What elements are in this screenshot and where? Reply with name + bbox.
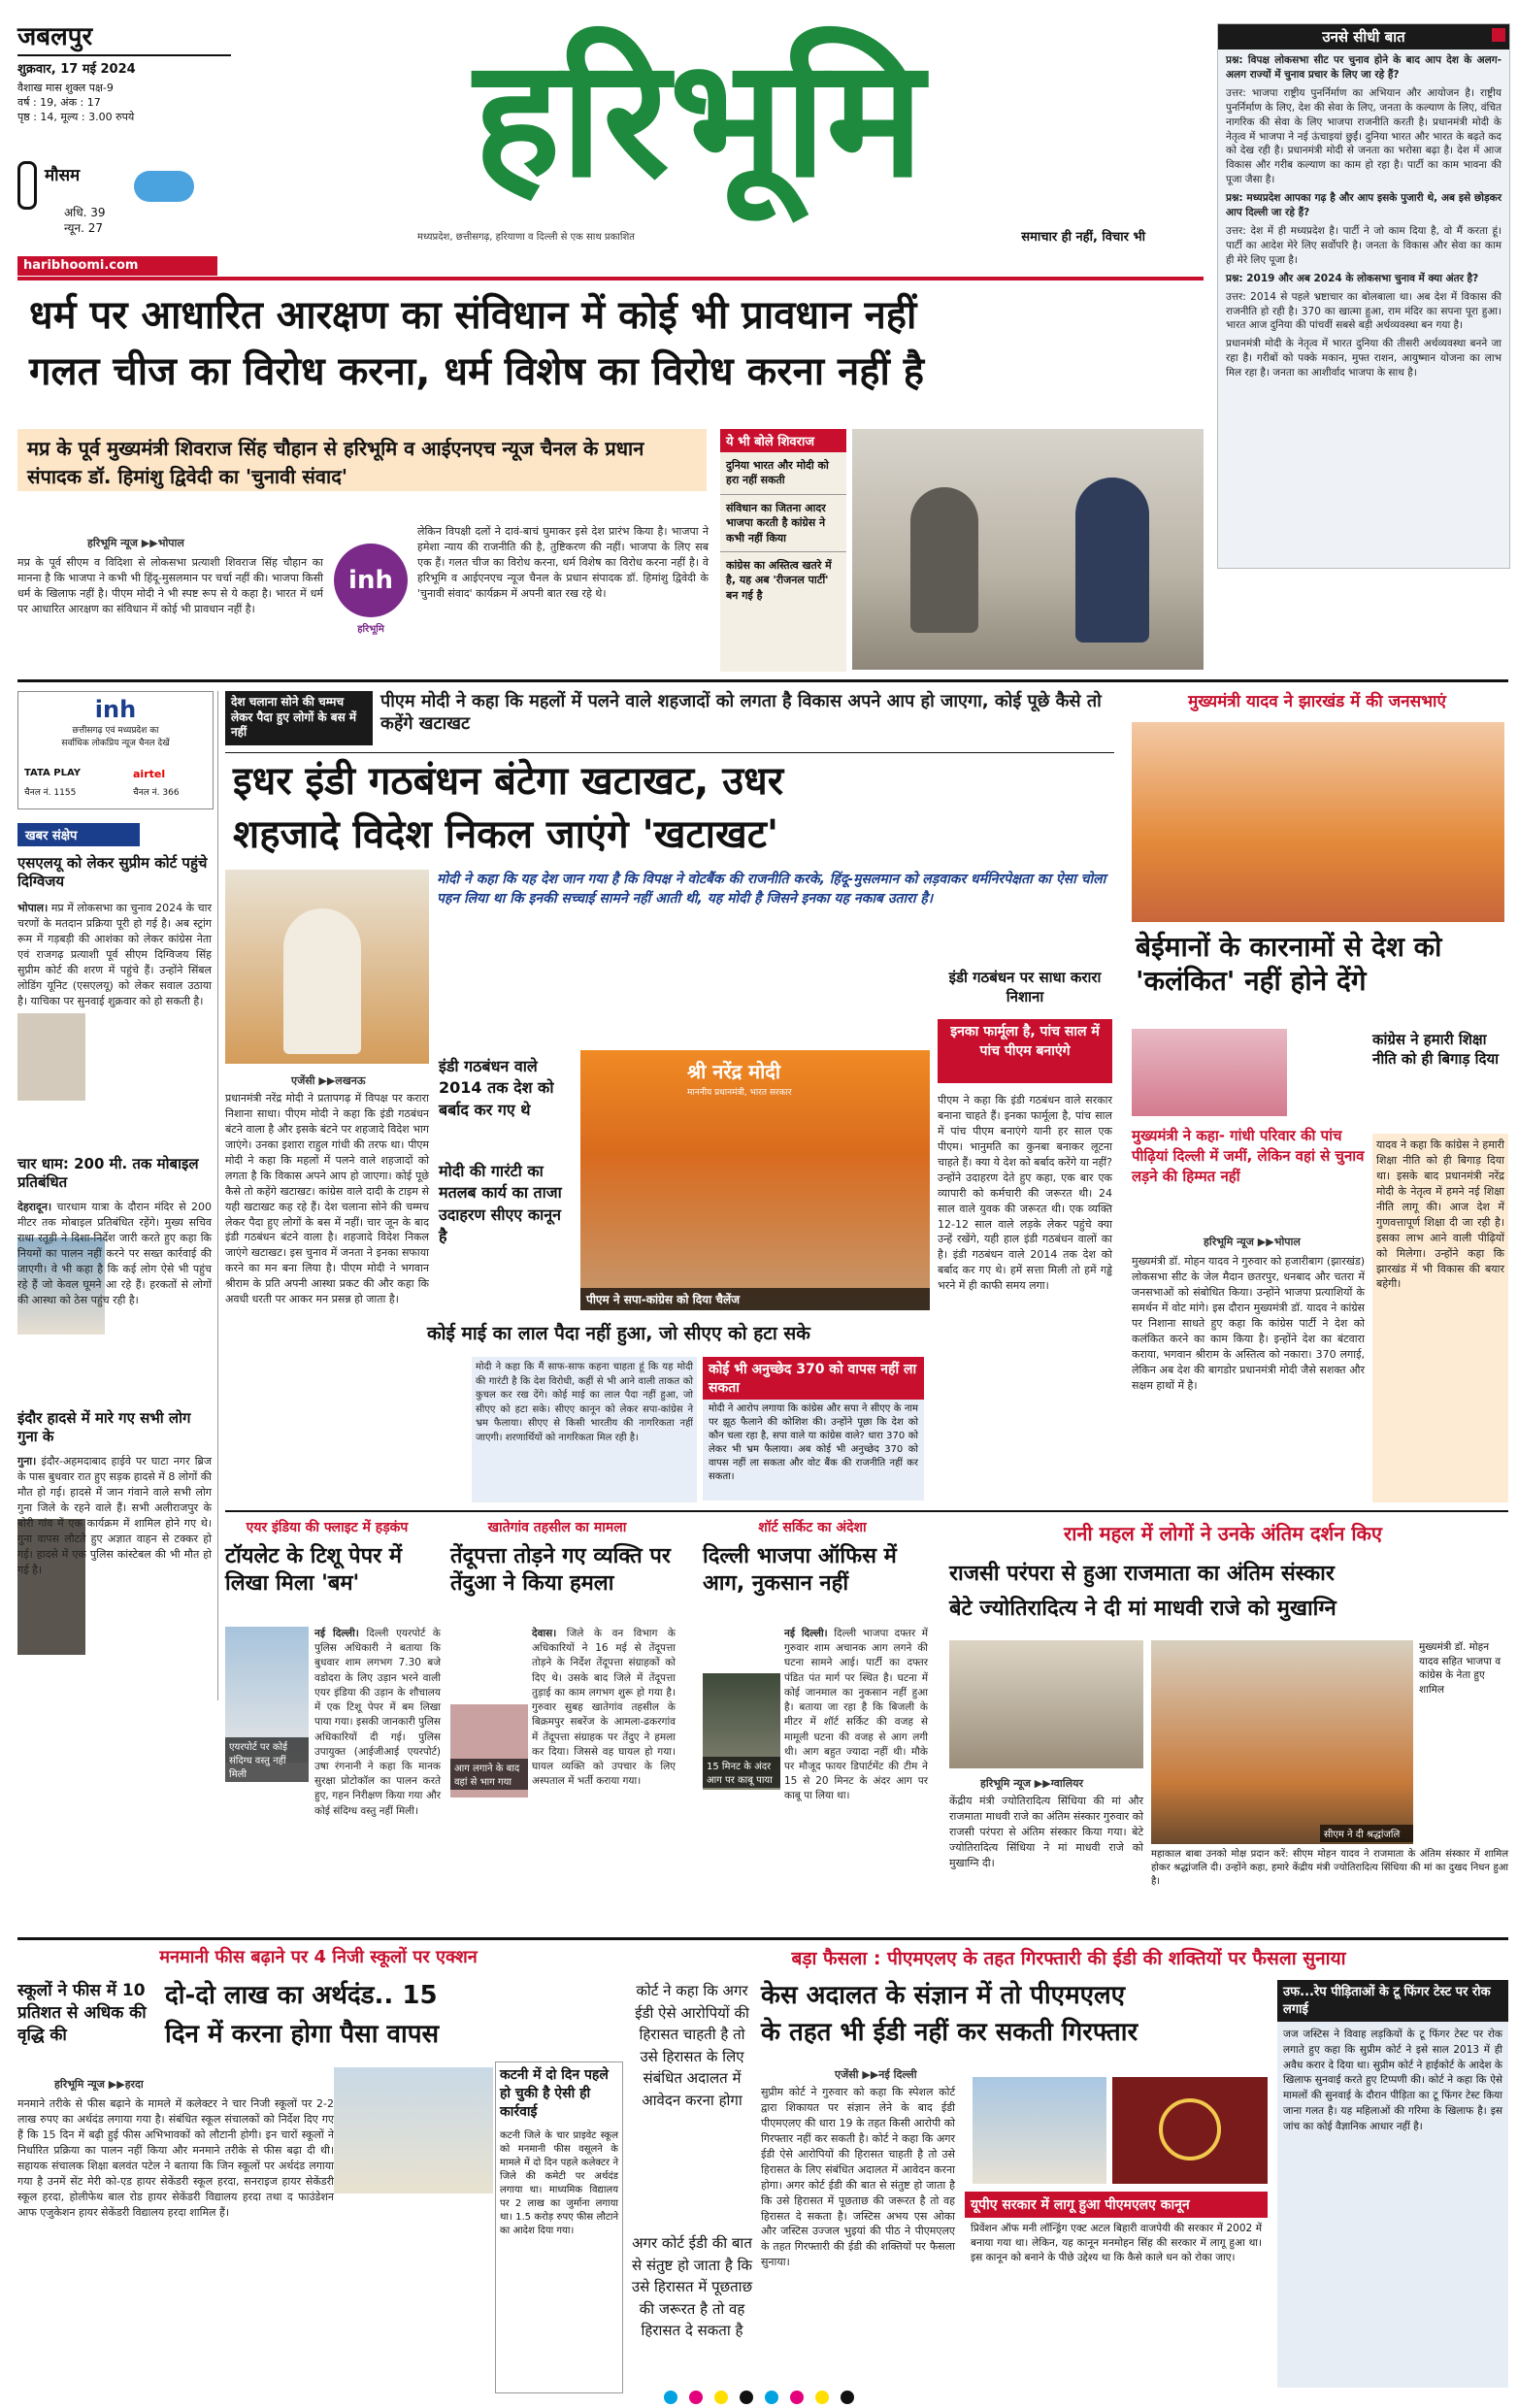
qa-item: उत्तर: देश में ही मध्यप्रदेश है। पार्टी ने जो काम दिया है, वो मैं करता हूं। पार्टी का आदेश मेरे लिए सर्वोपरि है। जनता के विकास और सेवा का काम ही मेरे लिए पूजा है। bbox=[1226, 224, 1502, 266]
photo-banner: श्री नरेंद्र मोदी bbox=[687, 1060, 781, 1083]
inh-ad-line: छत्तीसगढ़ एवं मध्यप्रदेश का bbox=[72, 726, 159, 736]
caa-line-text: कोई माई का लाल पैदा नहीं हुआ, जो सीएए को हटा सके bbox=[427, 1323, 810, 1344]
modi-byline: एजेंसी ▶▶लखनऊ bbox=[291, 1074, 366, 1087]
airtel-label: airtel bbox=[133, 768, 166, 780]
year-issue: वर्ष : 19, अंक : 17 bbox=[17, 95, 101, 109]
close-icon bbox=[1492, 28, 1505, 42]
photo-caption: पीएम ने सपा-कांग्रेस को दिया चैलेंज bbox=[580, 1288, 930, 1310]
inh-ad-line: सर्वाधिक लोकप्रिय न्यूज चैनल देखें bbox=[61, 739, 170, 748]
yadav-rally-photo bbox=[1132, 722, 1504, 922]
school-body: मनमाने तरीके से फीस बढ़ाने के मामले में कलेक्टर ने चार निजी स्कूलों पर 2-2 लाख रुपए का अर्थदंड लगाया गया है। संबंधित स्कूल संचालकों को निर्देश दिए गए हैं कि 15 दिन में बढ़ी हुई फीस अभिभावकों को लौटानी होगी। इन चारों स्कूलों ने निर्धारित प्रक्रिया का पालन नहीं किया और मनमाने तरीके से फीस बढ़ा दी थी। सहायक संचालक शिक्षा बलवंत पटेल ने बताया कि जिन स्कूलों पर अर्थदंड लगाया गया है उनमें सेंट मेरी को-एड हायर सेकेंडरी स्कूल हरदा, सनराइज हायर सेकेंडरी स्कूल हरदा, होलीफेथ बाल रोड हायर सेकेंडरी विद्यालय हरदा तथा द फाउंडेशन आफ एजुकेशन हायर सेकेंडरी विद्यालय हरदा शामिल हैं। bbox=[17, 2097, 334, 2219]
temp-min: न्यून. 27 bbox=[64, 221, 104, 235]
registration-dot bbox=[765, 2391, 778, 2404]
rani-body: केंद्रीय मंत्री ज्योतिरादित्य सिंधिया की मां और राजमाता माधवी राजे का अंतिम संस्कार गुरुवार को राजसी परंपरा से अंतिम संस्कार किया गया। बेटे ज्योतिरादित्य सिंधिया ने मां माधवी राजे को मुखाग्नि दी। bbox=[949, 1795, 1143, 1869]
story-dateline: नई दिल्ली। bbox=[784, 1628, 828, 1639]
caa-line bbox=[427, 1320, 928, 1345]
lead-subhead: मप्र के पूर्व मुख्यमंत्री शिवराज सिंह चौहान से हरिभूमि व आईएनएच न्यूज चैनल के प्रधान संपादक डॉ. हिमांशु द्विवेदी का 'चुनावी संवाद' bbox=[17, 429, 707, 491]
person-silhouette bbox=[910, 487, 978, 633]
ed-pull-1: कोर्ट ने कहा कि अगर ईडी ऐसे आरोपियों की हिरासत चाहती है तो उसे हिरासत के लिए संबंधित अदालत में आवेदन करना होगा bbox=[635, 1982, 749, 2109]
thermometer-icon bbox=[17, 161, 37, 210]
section-rule bbox=[17, 679, 1508, 682]
lead-headline-1: धर्म पर आधारित आरक्षण का संविधान में कोई भी प्रावधान नहीं bbox=[29, 293, 917, 338]
yadav-side-body: यादव ने कहा कि कांग्रेस ने हमारी शिक्षा नीति को ही बिगाड़ दिया था। इसके बाद प्रधानमंत्री नरेंद्र मोदी के नेतृत्व में हमने नई शिक्षा नीति लागू की। आज देश में गुणवत्तापूर्ण शिक्षा दी जा रही है। इसका लाभ आने वाली पीढ़ियों को मिलेगा। उन्होंने कहा कि झारखंड में भी विकास की बयार बहेगी। bbox=[1372, 1134, 1508, 1502]
twofinger-title: उफ...रेप पीड़िताओं के टू फिंगर टेस्ट पर रोक लगाई bbox=[1277, 1980, 1508, 2022]
yadav-byline: हरिभूमि न्यूज ▶▶भोपाल bbox=[1204, 1236, 1301, 1248]
ed-body: सुप्रीम कोर्ट ने गुरुवार को कहा कि स्पेशल कोर्ट द्वारा शिकायत पर संज्ञान लेने के बाद ईडी पीएमएलए की धारा 19 के तहत किसी आरोपी को गिरफ्तार नहीं कर सकती है। कोर्ट ने कहा कि अगर ईडी ऐसे आरोपियों की हिरासत चाहती है तो उसे हिरासत के लिए संबंधित अदालत में आवेदन करना होगा। अगर कोर्ट ईडी की बात से संतुष्ट हो जाता है कि उसे हिरासत में पूछताछ की जरूरत है तो वह हिरासत दे सकता है। जस्टिस अभय एस ओका और जस्टिस उज्जल भुइयां की पीठ ने पीएमएलए के तहत गिरफ्तारी की ईडी की शक्तियों पर फैसला सुनाया। bbox=[761, 2086, 955, 2269]
indi-side-head: इंडी गठबंधन पर साधा करारा निशाना bbox=[948, 969, 1102, 1006]
photo-caption: सीएम ने दी श्रद्धांजलि bbox=[1320, 1825, 1413, 1842]
yadav-side-head: कांग्रेस ने हमारी शिक्षा नीति को ही बिगाड़ दिया bbox=[1372, 1031, 1500, 1068]
ed-ribbon bbox=[965, 2192, 1268, 2386]
modi-body: प्रधानमंत्री नरेंद्र मोदी ने प्रतापगढ़ में विपक्ष पर करारा निशाना साधा। पीएम मोदी ने कहा कि इंडी गठबंधन बंटने वाला है और इसके बंटने पर शहजादे विदेश भाग जाएंगे। उनका इशारा राहुल गांधी की तरफ था। पीएम मोदी ने कहा कि महलों में पलने वाले शहजादों को लगता है कि विकास अपने आप हो जाएगा। कोई पूछे कैसे तो कहेंगे खटाखट। कांग्रेस वाले दादी के टाइम से यही खटाखट कह रहे हैं। देश चलाना सोने की चम्मच लेकर पैदा हुए लोगों के बस में नहीं। चार जून के बाद इंडी गठबंधन बंटने वाला है। शहजादे विदेश निकल जाएंगे खटाखट। इस चुनाव में जनता ने इनका सफाया करने का मन बना लिया है। पीएम मोदी ने भगवान श्रीराम के प्रति अपनी आस्था प्रकट की और कहा कि अवधी धरती पर आकर मन प्रसन्न हो जाता है। bbox=[225, 1092, 429, 1306]
shivraj-quotes bbox=[720, 429, 846, 672]
photo-caption: आग लगाने के बाद वहां से भाग गया bbox=[450, 1759, 528, 1790]
supreme-court-photo bbox=[973, 2077, 1106, 2184]
registration-dot bbox=[790, 2391, 804, 2404]
person-silhouette bbox=[283, 908, 361, 1054]
story-body bbox=[532, 1627, 676, 1798]
procession-photo bbox=[949, 1640, 1143, 1768]
website-bar[interactable]: haribhoomi.com bbox=[17, 256, 217, 276]
modi-kicker: पीएम मोदी ने कहा कि महलों में पलने वाले शहजादों को लगता है विकास अपने आप हो जाएगा, कोई पूछे कैसे तो कहेंगे खटाखट bbox=[380, 691, 1102, 734]
brief-dateline: गुना। bbox=[17, 1455, 37, 1468]
ed-ribbon-title: यूपीए सरकार में लागू हुआ पीएमएलए कानून bbox=[965, 2192, 1268, 2218]
masthead-rule bbox=[17, 277, 1204, 280]
school-photo bbox=[334, 2067, 493, 2194]
masthead-info bbox=[17, 23, 231, 124]
newspaper-logo: हरिभूमि bbox=[474, 23, 924, 214]
school-kicker: मनमानी फीस बढ़ाने पर 4 निजी स्कूलों पर एक्शन bbox=[159, 1947, 478, 1967]
registration-dot bbox=[664, 2391, 677, 2404]
rani-bottom-note: महाकाल बाबा उनको मोक्ष प्रदान करें: सीएम मोहन यादव ने राजमाता के अंतिम संस्कार में शामिल होकर श्रद्धांजलि दी। उन्होंने कहा, हमारे केंद्रीय मंत्री ज्योतिरादित्य सिंधिया की मां का दुखद निधन हुआ है। bbox=[1151, 1849, 1508, 1887]
tataplay-label: TATA PLAY bbox=[24, 768, 81, 778]
registration-dot bbox=[714, 2391, 728, 2404]
story-body bbox=[314, 1627, 441, 1817]
art370-title: कोई भी अनुच्छेद 370 को वापस नहीं ला सकता bbox=[703, 1357, 924, 1400]
pages-price: पृष्ठ : 14, मूल्य : 3.00 रुपये bbox=[17, 110, 135, 123]
ed-byline: एजेंसी ▶▶नई दिल्ली bbox=[835, 2068, 917, 2081]
inh-channel-ad[interactable] bbox=[17, 691, 214, 809]
photo-banner-sub: माननीय प्रधानमंत्री, भारत सरकार bbox=[687, 1088, 792, 1098]
indi-side-body: पीएम ने कहा कि इंडी गठबंधन वाले सरकार बनाना चाहते हैं। इनका फार्मूला है, पांच साल में पांच पीएम बनाएंगे यानी हर साल एक पीएम। भानुमति का कुनबा बनाकर लूटना चाहते हैं। क्या ये देश को बर्बाद करेंगे या नहीं? उन्होंने उदाहरण देते हुए कहा, एक बार एक व्यापारी को कर्मचारी की जरूरत थी। 24 साल वाले युवक की जरूरत थी। एक व्यक्ति 12-12 साल वाले लड़के लेकर पहुंचे क्या उन्हें रखेंगे, यही हाल इंडी गठबंधन वालों का है। इंडी गठबंधन वाले 2014 तक देश को बर्बाद कर गए थे। हमें सत्ता मिली तो हमें गड्ढे भरने में ही काफी समय लगा। bbox=[938, 1094, 1112, 1293]
brief-text: चारधाम यात्रा के दौरान मंदिर से 200 मीटर तक मोबाइल प्रतिबंधित रहेंगे। मुख्य सचिव राधा रतूड़ी ने दिशा-निर्देश जारी करते हुए कहा कि नियमों का पालन नहीं करने पर सख्त कार्रवाई की जाएगी। वे भी कहा है कि कई लोग ऐसे भी पहुंच रहे हैं जो केवल घूमने आ रहे हैं। हरकतों से लोगों की आस्था को ठेस पहुंच रही है। bbox=[17, 1201, 212, 1306]
qa-item: प्रश्न: मध्यप्रदेश आपका गढ़ है और आप इसके पुजारी थे, अब इसे छोड़कर आप दिल्ली जा रहे हैं? bbox=[1226, 192, 1502, 219]
story-text: दिल्ली भाजपा दफ्तर में गुरुवार शाम अचानक आग लगने की घटना सामने आई। पार्टी का दफ्तर पंडित पंत मार्ग पर स्थित है। घटना में कोई जानमाल का नुकसान नहीं हुआ है। बताया जा रहा है कि बिजली के मीटर में शॉर्ट सर्किट की वजह से मामूली घटना की वजह से आग लगी थी। आग बहुत ज्यादा नहीं थी। मौके पर मौजूद फायर डिपार्टमेंट की टीम ने 15 से 20 मिनट के अंदर आग पर काबू पा लिया था। bbox=[784, 1628, 928, 1802]
rani-side-note: मुख्यमंत्री डॉ. मोहन यादव सहित भाजपा व कांग्रेस के नेता हुए शामिल bbox=[1419, 1641, 1502, 1697]
brief-dateline: भोपाल। bbox=[17, 902, 49, 914]
story-headline: दिल्ली भाजपा ऑफिस में आग, नुकसान नहीं bbox=[703, 1544, 897, 1596]
ed-emblem-photo bbox=[1112, 2077, 1268, 2184]
school-headline-1: दो-दो लाख का अर्थदंड.. 15 bbox=[165, 1981, 438, 2010]
story-kicker: शॉर्ट सर्किट का अंदेशा bbox=[758, 1520, 867, 1535]
registration-marks bbox=[0, 2390, 1518, 2405]
brief-text: इंदौर-अहमदाबाद हाईवे पर घाटा नगर ब्रिज के पास बुधवार रात हुए सड़क हादसे में 8 लोगों की मौत हो गई। हादसे में जान गंवाने वाले सभी लोग गुना जिले के रहने वाले हैं। सभी अलीराजपुर के बोरी गांव में एक कार्यक्रम में शामिल होने गए थे। गुना वापस लौटते हुए अज्ञात वाहन से टक्कर हो गई। हादसे में एक पुलिस कांस्टेबल की भी मौत हो गई है। bbox=[17, 1455, 212, 1576]
brief-title: चार धाम: 200 मी. तक मोबाइल प्रतिबंधित bbox=[17, 1155, 199, 1191]
rani-kicker: रानी महल में लोगों ने उनके अंतिम दर्शन किए bbox=[1064, 1522, 1382, 1545]
story-body bbox=[784, 1627, 928, 1802]
katni-box-title: कटनी में दो दिन पहले हो चुकी है ऐसी ही कार्रवाई bbox=[500, 2067, 609, 2120]
qa-item: उत्तर: 2014 से पहले भ्रष्टाचार का बोलबाला था। अब देश में विकास की राजनीति हो रही है। 370 का खात्मा हुआ, राम मंदिर का सपना पूरा हुआ। भारत आज दुनिया की पांचवीं सबसे बड़ी अर्थव्यवस्था बन गया है। bbox=[1226, 290, 1502, 332]
yadav-sub: मुख्यमंत्री ने कहा- गांधी परिवार की पांच पीढ़ियां दिल्ली में जमीं, लेकिन वहां से चुनाव लड़ने की हिम्मत नहीं bbox=[1132, 1127, 1365, 1185]
modi-speech-photo bbox=[225, 870, 429, 1064]
story-text: जिले के वन विभाग के अधिकारियों ने 16 मई से तेंदूपत्ता तोड़ने के निर्देश तेंदूपत्ता संग्राहकों को दिए थे। उसके बाद जिले में तेंदूपत्ता तुड़ाई का काम लगभग शुरू हो गया है। गुरुवार सुबह खातेगांव तहसील के बिक्रमपुर सबरेंज के आमला-ढकरगांव में तेंदूपत्ता संग्राहक पर तेंदुए ने हमला कर दिया। जिससे वह घायल हो गया। घायल व्यक्ति को उपचार के लिए अस्पताल में भर्ती कराया गया। bbox=[532, 1628, 676, 1788]
weather-box bbox=[17, 161, 212, 239]
qa-sidebar bbox=[1217, 23, 1510, 569]
qa-title: उनसे सीधी बात bbox=[1218, 24, 1509, 49]
quotes-title: ये भी बोले शिवराज bbox=[720, 429, 846, 452]
modi-pull-1: इंडी गठबंधन वाले 2014 तक देश को बर्बाद कर गए थे bbox=[439, 1057, 554, 1119]
ed-kicker: बड़ा फैसला : पीएमएलए के तहत गिरफ्तारी की ईडी की शक्तियों पर फैसला सुनाया bbox=[791, 1948, 1346, 1969]
month-line: वैशाख मास शुक्ल पक्ष-9 bbox=[17, 81, 114, 94]
qa-item: प्रधानमंत्री मोदी के नेतृत्व में भारत दुनिया की तीसरी अर्थव्यवस्था बनने जा रहा है। गरीबों को पक्के मकान, मुफ्त राशन, आयुष्मान योजना का लाभ मिल रहा है। जनता का आशीर्वाद भाजपा के साथ है। bbox=[1226, 338, 1502, 379]
brief-text: मप्र में लोकसभा का चुनाव 2024 के चार चरणों के मतदान प्रक्रिया पूरी हो गई है। अब स्ट्रांग रूम में गड़बड़ी की आशंका को लेकर कांग्रेस नेता एवं राजगढ़ प्रत्याशी पूर्व सीएम दिग्विजय सिंह सुप्रीम कोर्ट की शरण में पहुंचे हैं। उन्होंने सिंबल लोडिंग यूनिट (एसएलयू) को लेकर सवाल उठाया है। याचिका पर सुनवाई शुक्रवार को हो सकती है। bbox=[17, 902, 212, 1007]
brief-body bbox=[17, 1200, 212, 1390]
story-text: दिल्ली एयरपोर्ट के पुलिस अधिकारी ने बताया कि बुधवार शाम लगभग 7.30 बजे वडोदरा के लिए उड़ान भरने वाली एयर इंडिया की उड़ान के शौचालय में एक टिशू पेपर में बम लिखा पाया गया। इसकी जानकारी पुलिस अधिकारियों दी गई। पुलिस उपायुक्त (आईजीआई एयरपोर्ट) उषा रंगनानी ने कहा कि मानक सुरक्षा प्रोटोकॉल का पालन करते हुए, गहन निरीक्षण किया गया और कोई संदिग्ध वस्तु नहीं मिली। bbox=[314, 1628, 441, 1817]
modi-headline-2: शहजादे विदेश निकल जाएंगे 'खटाखट' bbox=[233, 812, 779, 857]
airtel-channel: चैनल नं. 366 bbox=[133, 788, 180, 798]
ed-headline-2: के तहत भी ईडी नहीं कर सकती गिरफ्तार bbox=[761, 2018, 1138, 2047]
photo-caption: 15 मिनट के अंदर आग पर काबू पाया bbox=[703, 1757, 780, 1788]
pyre-photo bbox=[1151, 1640, 1413, 1844]
logo-tagline: मध्यप्रदेश, छत्तीसगढ़, हरियाणा व दिल्ली से एक साथ प्रकाशित bbox=[417, 232, 635, 243]
interview-photo bbox=[852, 429, 1204, 670]
lead-byline: हरिभूमि न्यूज ▶▶भोपाल bbox=[87, 537, 184, 549]
modi-pull-2: मोदी की गारंटी का मतलब कार्य का ताजा उदाहरण सीएए कानून है bbox=[439, 1162, 562, 1246]
lead-col-2: लेकिन विपक्षी दलों ने दावं-बाचं घुमाकर इसे देश प्रारंभ किया है। भाजपा ने हमेशा न्याय की राजनीति की है, तुष्टिकरण की नहीं। भाजपा के लिए सब एक हैं। गलत चीज का विरोध करना, धर्म विशेष का विरोध करना नहीं है। वे हरिभूमि व आईएनएच न्यूज चैनल के प्रधान संपादक डॉ. हिमांशु द्विवेदी के 'चुनावी संवाद' कार्यक्रम में अपनी बात रख रहे थे। bbox=[417, 525, 709, 600]
modi-rally-photo bbox=[580, 1050, 930, 1310]
ed-pull-2: अगर कोर्ट ईडी की बात से संतुष्ट हो जाता है कि उसे हिरासत में पूछताछ की जरूरत है तो वह हिरासत दे सकता है bbox=[631, 2234, 753, 2339]
yadav-headline: बेईमानों के कारनामों से देश को 'कलंकित' नहीं होने देंगे bbox=[1136, 931, 1442, 997]
slogan: समाचार ही नहीं, विचार भी bbox=[1021, 230, 1145, 245]
rani-byline: हरिभूमि न्यूज ▶▶ग्वालियर bbox=[980, 1777, 1083, 1790]
quote-item: संविधान का जितना आदर भाजपा करती है कांग्रेस ने कभी नहीं किया bbox=[720, 495, 846, 552]
ed-emblem-icon bbox=[1159, 2098, 1221, 2161]
katni-box bbox=[495, 2062, 623, 2393]
indi-side-tag: इनका फार्मूला है, पांच साल में पांच पीएम बनाएंगे bbox=[938, 1019, 1112, 1083]
qa-item: प्रश्न: 2019 और अब 2024 के लोकसभा चुनाव में क्या अंतर है? bbox=[1226, 272, 1479, 284]
registration-dot bbox=[815, 2391, 829, 2404]
qa-item: प्रश्न: विपक्ष लोकसभा सीट पर चुनाव होने के बाद आप देश के अलग-अलग राज्यों में चुनाव प्रचार के लिए जा रहे हैं? bbox=[1226, 54, 1502, 81]
lead-col-1: मप्र के पूर्व सीएम व विदिशा से लोकसभा प्रत्याशी शिवराज सिंह चौहान का मानना है कि भाजपा ने कभी भी हिंदू-मुसलमान पर चर्चा नहीं की। भाजपा किसी धर्म के खिलाफ नहीं है। पीएम मोदी ने भी स्पष्ट रूप से ये कहा है। भारत में धर्म पर आधारित आरक्षण का संविधान में कोई भी प्रावधान नहीं है। bbox=[17, 556, 323, 615]
cloud-icon bbox=[134, 171, 194, 202]
story-headline: तेंदूपत्ता तोड़ने गए व्यक्ति पर तेंदुआ ने किया हमला bbox=[450, 1544, 671, 1596]
temp-max: अधि. 39 bbox=[64, 206, 106, 219]
registration-dot bbox=[689, 2391, 703, 2404]
school-lede: स्कूलों ने फीस में 10 प्रतिशत से अधिक की वृद्धि की bbox=[17, 1981, 147, 2045]
art370-box bbox=[703, 1357, 924, 1501]
brief-dateline: देहरादून। bbox=[17, 1201, 52, 1213]
weather-label: मौसम bbox=[45, 166, 81, 185]
story-kicker: खातेगांव तहसील का मामला bbox=[487, 1520, 627, 1535]
ed-headline-1: केस अदालत के संज्ञान में तो पीएमएलए bbox=[761, 1981, 1125, 2010]
section-rule bbox=[17, 1937, 1508, 1940]
inh-ad-logo: inh bbox=[94, 696, 137, 723]
brief-title: इंदौर हादसे में मारे गए सभी लोग गुना के bbox=[17, 1409, 191, 1445]
photo-caption: एयरपोर्ट पर कोई संदिग्ध वस्तु नहीं मिली bbox=[225, 1737, 309, 1782]
yadav-body: मुख्यमंत्री डॉ. मोहन यादव ने गुरुवार को हजारीबाग (झारखंड) लोकसभा सीट के जेल मैदान छतरपुर, धनबाद और चतरा में जनसभाओं को संबोधित किया। उन्होंने भाजपा प्रत्याशियों के समर्थन में वोट मांगे। इस दौरान मुख्यमंत्री डॉ. यादव ने कांग्रेस पर निशाना साधते हुए कहा कि कांग्रेस पार्टी ने देश को कलंकित करने का काम किया है। इन्होंने देश का बंटवारा कराया, भगवान श्रीराम के अस्तित्व को नकारा। 370 लगाई, लेकिन अब देश की बागडोर प्रधानमंत्री मोदी जैसे सशक्त और सक्षम हाथों में है। bbox=[1132, 1255, 1365, 1392]
inh-logo-text: inh bbox=[348, 566, 393, 595]
column-rule bbox=[217, 691, 218, 1700]
story-headline: टॉयलेट के टिशू पेपर में लिखा मिला 'बम' bbox=[225, 1544, 402, 1596]
issue-date: शुक्रवार, 17 मई 2024 bbox=[17, 61, 136, 77]
brief-title: एसएलयू को लेकर सुप्रीम कोर्ट पहुंचे दिग्विजय bbox=[17, 854, 208, 890]
quote-item: दुनिया भारत और मोदी को हरा नहीं सकती bbox=[720, 452, 846, 495]
inh-logo-circle bbox=[334, 544, 408, 617]
brief-label: खबर संक्षेप bbox=[17, 823, 140, 846]
school-byline: हरिभूमि न्यूज ▶▶हरदा bbox=[54, 2078, 144, 2091]
modi-headline-1: इधर इंडी गठबंधन बंटेगा खटाखट, उधर bbox=[233, 759, 784, 804]
katni-box-body: कटनी जिले के चार प्राइवेट स्कूल को मनमानी फीस वसूलने के मामले में दो दिन पहले कलेक्टर ने जिले की कमेटी पर अर्थदंड लगाया था। माध्यमिक विद्यालय पर 2 लाख का जुर्माना लगाया था। 1.5 करोड़ रुपए फीस लौटाने का आदेश दिया गया। bbox=[500, 2129, 618, 2236]
section-rule bbox=[225, 1510, 1508, 1512]
person-silhouette bbox=[1075, 478, 1149, 643]
story-dateline: देवास। bbox=[532, 1628, 557, 1639]
rani-headline-1: राजसी परंपरा से हुआ राजमाता का अंतिम संस्कार bbox=[949, 1562, 1335, 1586]
qa-item: उत्तर: भाजपा राष्ट्रीय पुनर्निर्माण का अभियान और आयोजन है। राष्ट्रीय पुनर्निर्माण के लिए, देश की सेवा के लिए, जनता के कल्याण के लिए, वंचित नागरिक की सेवा के लिए भाजपा राजनीति करती है। प्रधानमंत्री मोदी के नेतृत्व में भाजपा ने नई ऊंचाइयां छुईं। दुनिया भारत और भारत के बढ़ते कद को देख रही है। प्रधानमंत्री मोदी से जनता का भरोसा बढ़ा है। देश में आज विकास और गरीब कल्याण का काम हो रहा है। पार्टी का काम भावना की पूजा जैसा है। bbox=[1226, 86, 1502, 186]
brief-body bbox=[17, 901, 212, 1143]
divider bbox=[17, 54, 231, 56]
rani-headline-2: बेटे ज्योतिरादित्य ने दी मां माधवी राजे को मुखाग्नि bbox=[949, 1597, 1336, 1621]
story-kicker: एयर इंडिया की फ्लाइट में हड़कंप bbox=[246, 1520, 409, 1535]
yadav-stage-photo bbox=[1132, 1029, 1287, 1116]
school-headline-2: दिन में करना होगा पैसा वापस bbox=[165, 2020, 440, 2049]
story-dateline: नई दिल्ली। bbox=[314, 1628, 359, 1639]
edition-city: जबलपुर bbox=[17, 22, 93, 51]
yadav-kicker: मुख्यमंत्री यादव ने झारखंड में की जनसभाएं bbox=[1188, 692, 1446, 711]
twofinger-box bbox=[1277, 1980, 1508, 2388]
qa-body bbox=[1218, 49, 1509, 562]
brief-body bbox=[17, 1454, 212, 1699]
art370-body: मोदी ने आरोप लगाया कि कांग्रेस और सपा ने सीएए के नाम पर झूठ फैलाने की कोशिश की। उन्होंने पूछा कि देश को कौन चला रहा है, सपा वाले या कांग्रेस वाले? धारा 370 को लेकर भी भ्रम फैलाया। अब कोई भी अनुच्छेद 370 को वापस नहीं ला सकता और वोट बैंक की राजनीति नहीं कर सकता। bbox=[709, 1403, 918, 1482]
modi-tag: देश चलाना सोने की चम्मच लेकर पैदा हुए लोगों के बस में नहीं bbox=[225, 691, 373, 745]
tataplay-channel: चैनल नं. 1155 bbox=[24, 788, 77, 798]
quote-item: कांग्रेस का अस्तित्व खतरे में है, यह अब 'रीजनल पार्टी' बन गई है bbox=[726, 558, 832, 602]
registration-dot bbox=[740, 2391, 753, 2404]
caa-body: मोदी ने कहा कि मैं साफ-साफ कहना चाहता हूं कि यह मोदी की गारंटी है कि देश विरोधी, कहीं से भी आने वाली ताकत को कुचल कर रख देंगे। कोई माई का लाल पैदा नहीं हुआ, जो सीएए को हटा सके। सीएए कानून को लेकर सपा-कांग्रेस ने भ्रम फैलाया। सीएए से किसी भारतीय की नागरिकता नहीं जाएगी। शरणार्थियों को नागरिकता मिल रही है। bbox=[472, 1357, 697, 1502]
twofinger-body: जज जस्टिस ने विवाह लड़कियों के टू फिंगर टेस्ट पर रोक लगाते हुए कहा कि सुप्रीम कोर्ट ने इसे साल 2013 में ही अवैध करार दे दिया था। सुप्रीम कोर्ट ने हाईकोर्ट के आदेश के खिलाफ सुनवाई करते हुए टिप्पणी की। कोर्ट ने कहा कि ऐसे मामलों की सुनवाई के दौरान पीड़िता का टू फिंगर टेस्ट किया जाना गलत है। यह महिलाओं की गरिमा के खिलाफ है। इस जांच का कोई वैज्ञानिक आधार नहीं है। bbox=[1283, 2029, 1502, 2132]
inh-logo-sub: हरिभूमि bbox=[357, 624, 384, 635]
lead-headline-2: गलत चीज का विरोध करना, धर्म विशेष का विरोध करना नहीं है bbox=[29, 349, 925, 394]
divider bbox=[225, 752, 1114, 753]
modi-lede: मोदी ने कहा कि यह देश जान गया है कि विपक्ष ने वोटबैंक की राजनीति करके, हिंदू-मुसलमान को लड़वाकर धर्मनिरपेक्षता का ऐसा चोला पहन लिया था कि इनकी सच्चाई सामने नहीं आती थी, यह मोदी है जिसने इनका यह नकाब उतारा है। bbox=[437, 872, 1106, 907]
registration-dot bbox=[841, 2391, 854, 2404]
ed-ribbon-body: प्रिवेंशन ऑफ मनी लॉन्ड्रिंग एक्ट अटल बिहारी वाजपेयी की सरकार में 2002 में बनाया गया था। लेकिन, यह कानून मनमोहन सिंह की सरकार में लागू हुआ था। इस कानून को बनाने के पीछे उद्देश्य था कि कैसे काले धन को रोका जाए। bbox=[971, 2223, 1262, 2264]
